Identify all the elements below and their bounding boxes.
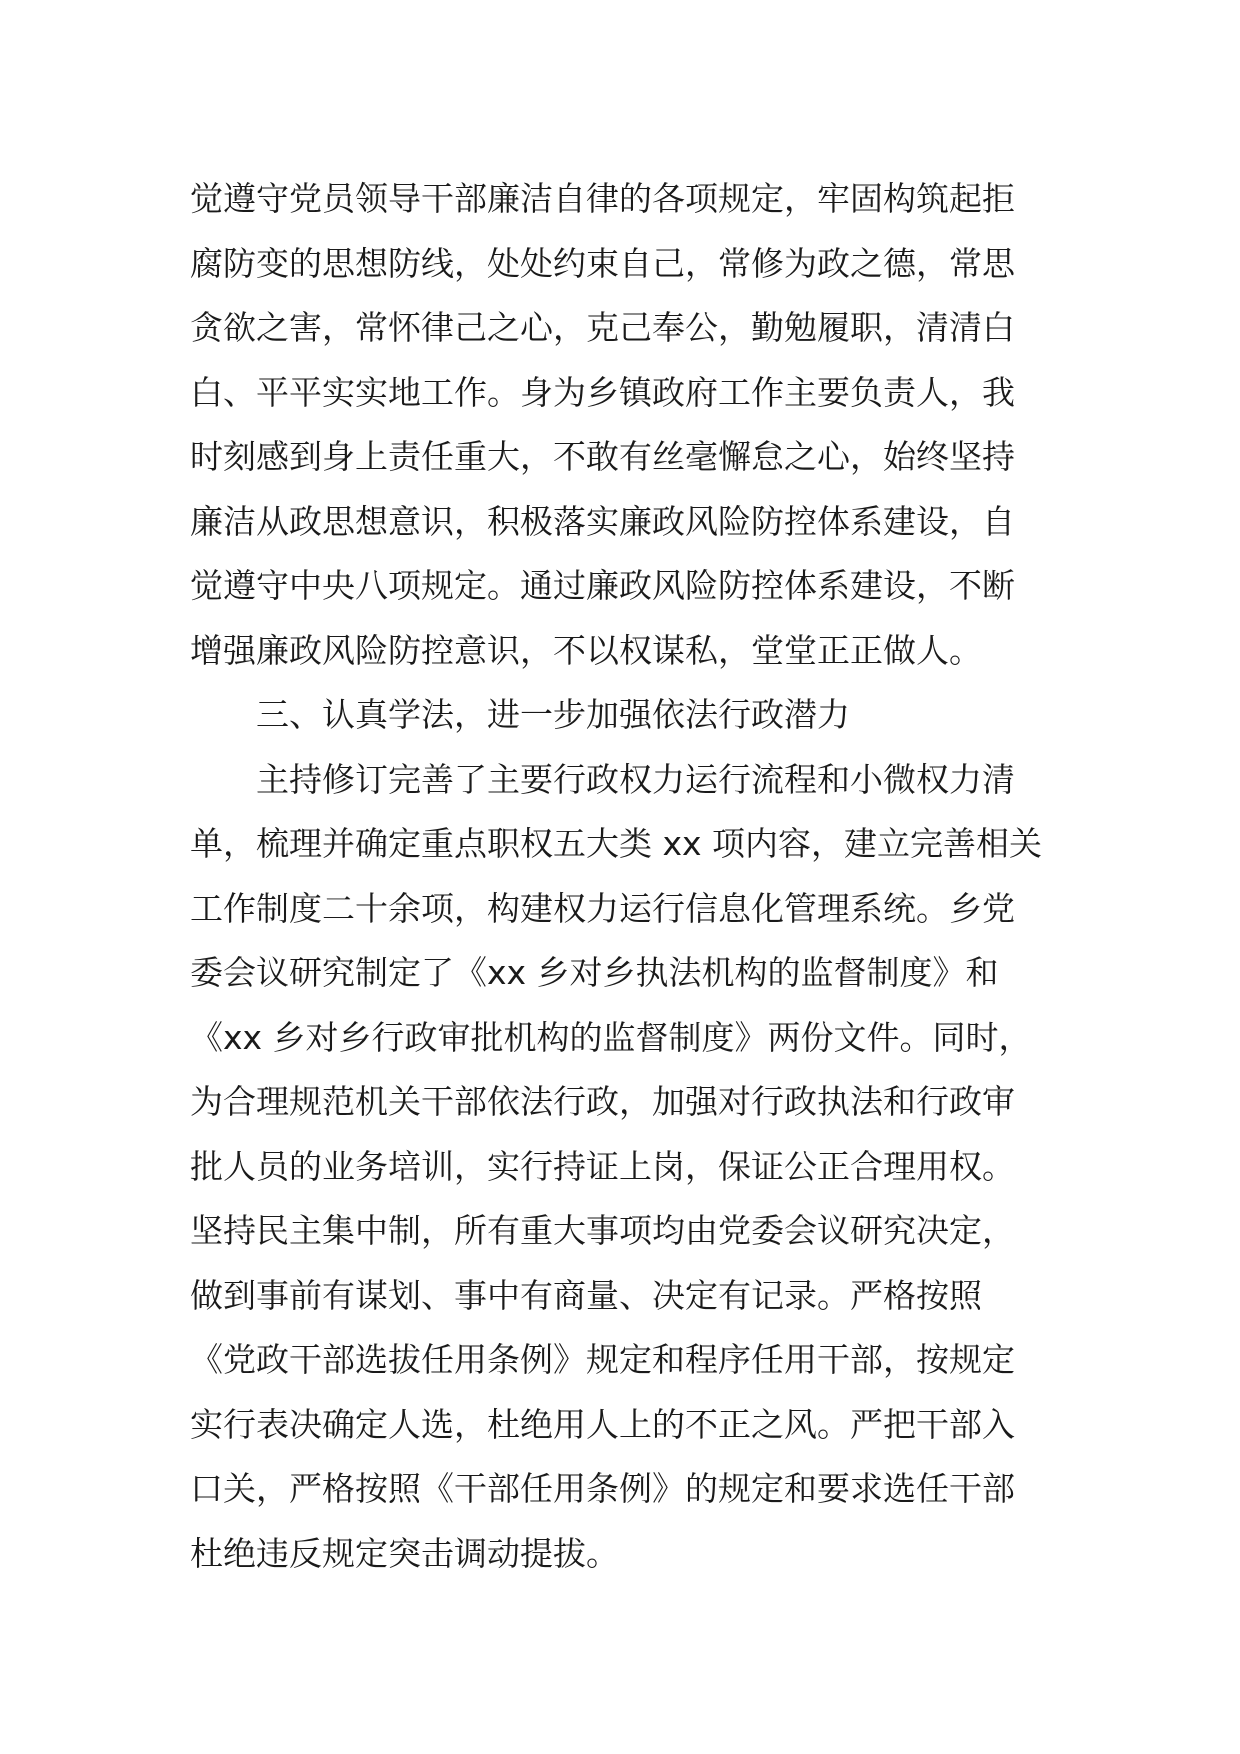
- text-line: 《党政干部选拔任用条例》规定和程序任用干部，按规定: [190, 1340, 1015, 1379]
- text-line: 单，梳理并确定重点职权五大类 xx 项内容，建立完善相关: [190, 824, 1043, 863]
- text-line: 做到事前有谋划、事中有商量、决定有记录。严格按照: [190, 1275, 982, 1315]
- text-line: 增强廉政风险防控意识，不以权谋私，堂堂正正做人。: [190, 630, 982, 670]
- text-line: 口关，严格按照《干部任用条例》的规定和要求选任干部: [190, 1469, 1015, 1508]
- text-line: 白、平平实实地工作。身为乡镇政府工作主要负责人，我: [190, 372, 1015, 412]
- text-line: 觉遵守党员领导干部廉洁自律的各项规定，牢固构筑起拒: [190, 179, 1015, 218]
- paragraph-first-line: 主持修订完善了主要行政权力运行流程和小微权力清: [256, 759, 1015, 799]
- text-line: 《xx 乡对乡行政审批机构的监督制度》两份文件。同时，: [190, 1017, 1032, 1057]
- text-line: 坚持民主集中制，所有重大事项均由党委会议研究决定，: [190, 1211, 1015, 1250]
- text-line: 实行表决确定人选，杜绝用人上的不正之风。严把干部入: [190, 1404, 1015, 1444]
- text-line: 腐防变的思想防线，处处约束自己，常修为政之德，常思: [190, 243, 1015, 283]
- text-line: 贪欲之害，常怀律己之心，克己奉公，勤勉履职，清清白: [190, 308, 1015, 347]
- text-line: 工作制度二十余项，构建权力运行信息化管理系统。乡党: [190, 888, 1015, 928]
- text-line: 觉遵守中央八项规定。通过廉政风险防控体系建设，不断: [190, 566, 1015, 605]
- text-line: 时刻感到身上责任重大，不敢有丝毫懈怠之心，始终坚持: [190, 437, 1015, 476]
- text-line: 杜绝违反规定突击调动提拔。: [190, 1533, 619, 1573]
- text-line: 批人员的业务培训，实行持证上岗，保证公正合理用权。: [190, 1146, 1015, 1186]
- text-line: 为合理规范机关干部依法行政，加强对行政执法和行政审: [190, 1082, 1015, 1121]
- text-line: 廉洁从政思想意识，积极落实廉政风险防控体系建设，自: [190, 501, 1015, 541]
- section-heading: 三、认真学法，进一步加强依法行政潜力: [256, 695, 850, 734]
- document-body: [190, 167, 1060, 1586]
- text-line: 委会议研究制定了《xx 乡对乡执法机构的监督制度》和: [190, 953, 999, 992]
